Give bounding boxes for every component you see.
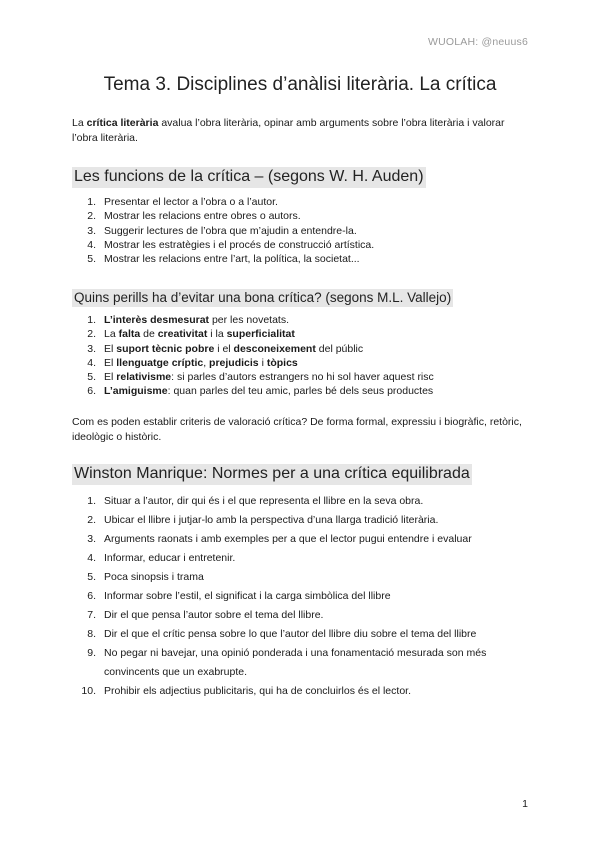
list-item xyxy=(72,313,542,327)
item-text: Mostrar les relacions entre obres o autors. xyxy=(104,210,301,223)
page-title: Tema 3. Disciplines d’anàlisi literària. La crítica xyxy=(103,74,497,95)
item-text: Prohibir els adjectius publicitaris, qui ha de concluirlos és el lector. xyxy=(104,685,411,697)
bold-term: tòpics xyxy=(266,356,298,369)
list-item xyxy=(72,568,542,587)
list-item xyxy=(72,530,542,549)
item-text: Presentar el lector a l’obra o a l’autor. xyxy=(104,196,278,208)
intro-pre: La xyxy=(72,117,87,129)
watermark: WUOLAH: @neuus6 xyxy=(427,36,528,48)
item-number: 6. xyxy=(87,590,96,602)
intro-bold-term: crítica literària xyxy=(86,117,159,129)
intro-paragraph xyxy=(72,116,532,146)
item-text: No pegar ni bavejar, una opinió ponderada i una fonamentació mesurada son més convincents que un exabrupte. xyxy=(104,647,487,678)
list-item xyxy=(72,606,542,625)
item-number: 4. xyxy=(87,238,96,251)
list-item xyxy=(72,492,542,511)
list-item xyxy=(72,625,542,644)
item-number: 4. xyxy=(87,552,96,564)
list-item xyxy=(72,224,542,238)
list-item xyxy=(72,549,542,568)
list-item xyxy=(72,587,542,606)
section3-list xyxy=(72,492,542,701)
bold-term: suport tècnic pobre xyxy=(116,342,215,355)
list-item xyxy=(72,511,542,530)
bold-term: creativitat xyxy=(157,328,208,341)
item-number: 4. xyxy=(87,356,96,369)
item-number: 3. xyxy=(87,224,96,237)
item-number: 3. xyxy=(87,533,96,545)
item-text: Dir el que el crític pensa sobre lo que l’autor del llibre diu sobre el tema del llibre xyxy=(104,628,477,640)
item-number: 1. xyxy=(87,314,96,326)
item-text: La xyxy=(104,328,119,341)
item-text: i el xyxy=(214,342,234,355)
list-item xyxy=(72,682,542,701)
item-text: Arguments raonats i amb exemples per a que el lector pugui entendre i evaluar xyxy=(104,533,472,545)
list-item xyxy=(72,252,542,266)
item-number: 5. xyxy=(87,371,96,384)
item-text: El xyxy=(104,371,117,384)
item-text: Situar a l’autor, dir qui és i el que representa el llibre en la seva obra. xyxy=(104,495,424,507)
item-text: , xyxy=(203,356,210,369)
item-text: Informar sobre l’estil, el significat i la carga simbòlica del llibre xyxy=(104,590,391,602)
item-text: El xyxy=(104,342,117,355)
list-item xyxy=(72,195,542,209)
bold-term: L’amiguisme xyxy=(104,385,168,398)
item-text: i la xyxy=(207,328,227,341)
item-text: Ubicar el llibre i jutjar-lo amb la perspectiva d’una llarga tradició literària. xyxy=(104,514,439,526)
section1-heading: Les funcions de la crítica – (segons W. H. Auden) xyxy=(72,167,426,188)
item-number: 1. xyxy=(87,495,96,507)
item-text: Poca sinopsis i trama xyxy=(104,571,204,583)
item-text: del públic xyxy=(315,342,364,355)
bold-term: relativisme xyxy=(116,371,172,384)
item-number: 6. xyxy=(87,385,96,398)
list-item xyxy=(72,384,542,398)
list-item xyxy=(72,327,542,341)
item-text: i xyxy=(258,356,267,369)
bold-term: llenguatge críptic xyxy=(116,356,204,369)
list-item xyxy=(72,644,542,682)
item-number: 8. xyxy=(87,628,96,640)
item-number: 1. xyxy=(87,196,96,208)
item-text: Informar, educar i entretenir. xyxy=(104,552,236,564)
section2-heading: Quins perills ha d’evitar una bona crítica? (segons M.L. Vallejo) xyxy=(74,290,452,305)
criteria-paragraph: Com es poden establir criteris de valoració crítica? De forma formal, expressiu i biogràfic, retòric, ideològic o històric. xyxy=(72,416,522,443)
list-item xyxy=(72,238,542,252)
section2-list xyxy=(72,313,542,399)
item-text: : quan parles del teu amic, parles bé dels seus productes xyxy=(167,385,434,398)
item-number: 10. xyxy=(81,685,96,697)
intro-post: avalua l’obra literària, opinar amb arguments sobre l’obra literària i valorar l’obra literària. xyxy=(72,117,505,144)
section3-heading: Winston Manrique: Normes per a una crítica equilibrada xyxy=(72,464,472,485)
list-item xyxy=(72,342,542,356)
page-number: 1 xyxy=(522,798,528,810)
item-text: Dir el que pensa l’autor sobre el tema del llibre. xyxy=(104,609,324,621)
item-number: 9. xyxy=(87,647,96,659)
item-number: 2. xyxy=(87,328,96,341)
bold-term: falta xyxy=(118,328,141,341)
item-text: Mostrar les relacions entre l’art, la política, la societat... xyxy=(104,253,360,266)
list-item xyxy=(72,370,542,384)
bold-term: superficialitat xyxy=(226,328,295,341)
bold-term: prejudicis xyxy=(209,356,259,369)
item-text: de xyxy=(140,328,158,341)
item-text: Suggerir lectures de l’obra que m’ajudin a entendre-la. xyxy=(104,224,357,237)
list-item xyxy=(72,209,542,223)
item-number: 2. xyxy=(87,514,96,526)
item-number: 5. xyxy=(87,253,96,266)
list-item xyxy=(72,356,542,370)
item-number: 7. xyxy=(87,609,96,621)
bold-term: desconeixement xyxy=(233,342,316,355)
bold-term: L’interès desmesurat xyxy=(104,314,210,326)
item-text: : si parles d’autors estrangers no hi sol haver aquest risc xyxy=(171,371,434,384)
item-text: per les novetats. xyxy=(209,314,290,326)
item-number: 5. xyxy=(87,571,96,583)
section1-list xyxy=(72,195,542,266)
item-number: 3. xyxy=(87,342,96,355)
item-text: El xyxy=(104,356,117,369)
item-number: 2. xyxy=(87,210,96,223)
item-text: Mostrar les estratègies i el procés de construcció artística. xyxy=(104,238,375,251)
